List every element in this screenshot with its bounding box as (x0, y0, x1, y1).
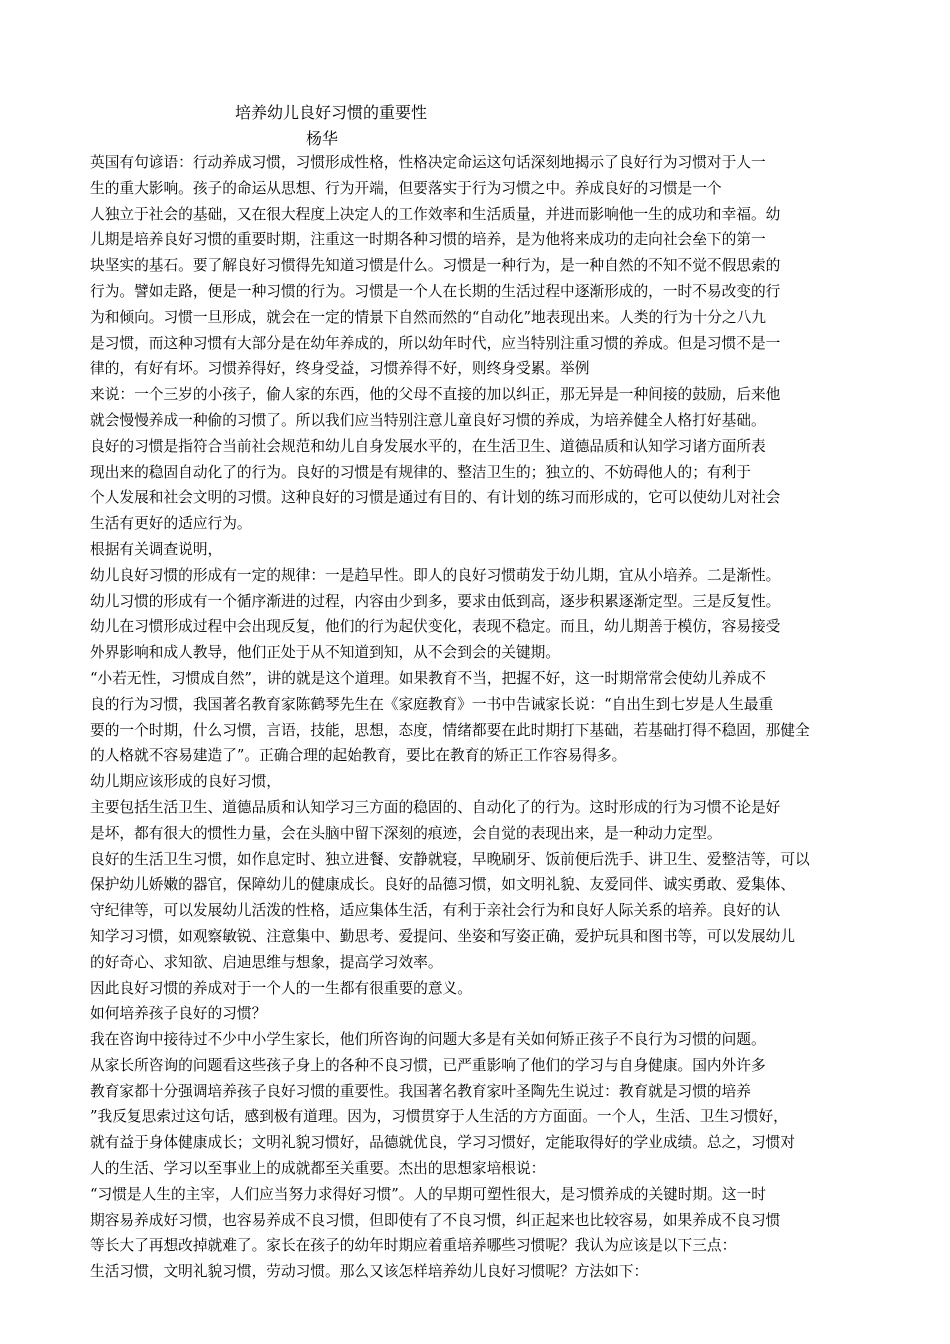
text-line: “小若无性，习惯成自然”，讲的就是这个道理。如果教育不当，把握不好，这一时期常常会使幼儿养成不 (90, 669, 766, 687)
text-line: 教育家都十分强调培养孩子良好习惯的重要性。我国著名教育家叶圣陶先生说过：教育就是习惯的培养 (90, 1082, 751, 1100)
text-line: 现出来的稳固自动化了的行为。良好的习惯是有规律的、整洁卫生的；独立的、不妨碍他人的；有利于 (90, 463, 751, 481)
text-line: 就会慢慢养成一种偷的习惯了。所以我们应当特别注意儿童良好习惯的养成，为培养健全人格打好基础。 (90, 411, 766, 429)
text-line: 儿期是培养良好习惯的重要时期，注重这一时期各种习惯的培养，是为他将来成功的走向社会垒下的第一 (90, 231, 766, 249)
text-line: “习惯是人生的主宰，人们应当努力求得好习惯”。人的早期可塑性很大，是习惯养成的关键时期。这一时 (90, 1185, 766, 1203)
text-line: 的人格就不容易建造了”。正确合理的起始教育，要比在教育的矫正工作容易得多。 (90, 747, 627, 765)
text-line: 期容易养成好习惯，也容易养成不良习惯，但即使有了不良习惯，纠正起来也比较容易，如果养成不良习惯 (90, 1211, 781, 1229)
text-line: 等长大了再想改掉就难了。家长在孩子的幼年时期应着重培养哪些习惯呢？我认为应该是以下三点： (90, 1237, 737, 1255)
document-body (90, 150, 870, 1285)
text-line: 保护幼儿娇嫩的器官，保障幼儿的健康成长。良好的品德习惯，如文明礼貌、友爱同伴、诚实勇敢、爱集体、 (90, 876, 796, 894)
text-line: 律的，有好有坏。习惯养得好，终身受益，习惯养得不好，则终身受累。举例 (90, 360, 590, 378)
text-line: 我在咨询中接待过不少中小学生家长，他们所咨询的问题大多是有关如何矫正孩子不良行为习惯的问题。 (90, 1031, 766, 1049)
text-line: 从家长所咨询的问题看这些孩子身上的各种不良习惯，已严重影响了他们的学习与自身健康。国内外许多 (90, 1056, 766, 1074)
text-line: 个人发展和社会文明的习惯。这种良好的习惯是通过有目的、有计划的练习而形成的，它可以使幼儿对社会 (90, 489, 781, 507)
text-line: 生的重大影响。孩子的命运从思想、行为开端，但要落实于行为习惯之中。养成良好的习惯是一个 (90, 179, 722, 197)
text-line: 是坏，都有很大的惯性力量，会在头脑中留下深刻的痕迹，会自觉的表现出来，是一种动力定型。 (90, 824, 722, 842)
text-line: 来说：一个三岁的小孩子，偷人家的东西，他的父母不直接的加以纠正，那无异是一种间接的鼓励，后来他 (90, 386, 781, 404)
text-line: 知学习习惯，如观察敏锐、注意集中、勤思考、爱提问、坐姿和写姿正确，爱护玩具和图书等，可以发展幼儿 (90, 927, 796, 945)
text-line: 就有益于身体健康成长；文明礼貌习惯好，品德就优良，学习习惯好，定能取得好的学业成绩。总之，习惯对 (90, 1134, 796, 1152)
text-line: 英国有句谚语：行动养成习惯，习惯形成性格，性格决定命运这句话深刻地揭示了良好行为习惯对于人一 (90, 154, 766, 171)
text-line: 幼儿良好习惯的形成有一定的规律：一是趋早性。即人的良好习惯萌发于幼儿期，宜从小培养。二是渐性。 (90, 566, 781, 584)
text-line: 人独立于社会的基础，又在很大程度上决定人的工作效率和生活质量，并进而影响他一生的成功和幸福。幼 (90, 205, 781, 223)
text-line: 守纪律等，可以发展幼儿活泼的性格，适应集体生活，有利于亲社会行为和良好人际关系的培养。良好的认 (90, 902, 781, 920)
text-line: 要的一个时期，什么习惯，言语，技能，思想，态度，情绪都要在此时期打下基础，若基础打得不稳固，那健全 (90, 721, 810, 739)
text-line: 如何培养孩子良好的习惯？ (90, 1005, 267, 1023)
text-line: 幼儿习惯的形成有一个循序渐进的过程，内容由少到多，要求由低到高，逐步积累逐渐定型。三是反复性。 (90, 592, 781, 610)
text-line: 是习惯，而这种习惯有大部分是在幼年养成的，所以幼年时代，应当特别注重习惯的养成。但是习惯不是一 (90, 334, 781, 352)
document-author: 杨华 (306, 129, 339, 148)
text-line: 外界影响和成人教导，他们正处于从不知道到知，从不会到会的关键期。 (90, 644, 561, 662)
text-line: 主要包括生活卫生、道德品质和认知学习三方面的稳固的、自动化了的行为。这时形成的行为习惯不论是好 (90, 798, 781, 816)
text-line: 的好奇心、求知欲、启迪思维与想象，提高学习效率。 (90, 953, 443, 971)
text-line: 幼儿在习惯形成过程中会出现反复，他们的行为起伏变化，表现不稳定。而且，幼儿期善于模仿，容易接受 (90, 618, 781, 636)
text-line: 良好的生活卫生习惯，如作息定时、独立进餐、安静就寝，早晚刷牙、饭前便后洗手、讲卫生、爱整洁等，可以 (90, 850, 810, 868)
text-line: 块坚实的基石。要了解良好习惯得先知道习惯是什么。习惯是一种行为，是一种自然的不知不觉不假思索的 (90, 257, 781, 275)
document-title: 培养幼儿良好习惯的重要性 (235, 103, 428, 122)
text-line: 良的行为习惯，我国著名教育家陈鹤琴先生在《家庭教育》一书中告诫家长说：“自出生到七岁是人生最重 (90, 695, 774, 713)
text-line: 生活有更好的适应行为。 (90, 515, 252, 533)
text-line: 根据有关调查说明， (90, 540, 223, 558)
text-line: 生活习惯，文明礼貌习惯，劳动习惯。那么又该怎样培养幼儿良好习惯呢？方法如下： (90, 1263, 649, 1281)
text-line: 因此良好习惯的养成对于一个人的一生都有很重要的意义。 (90, 979, 472, 997)
text-line: 人的生活、学习以至事业上的成就都至关重要。杰出的思想家培根说： (90, 1160, 546, 1178)
text-line: 为和倾向。习惯一旦形成，就会在一定的情景下自然而然的“自动化”地表现出来。人类的行为十分之八九 (90, 308, 766, 326)
text-line: 行为。譬如走路，便是一种习惯的行为。习惯是一个人在长期的生活过程中逐渐形成的，一时不易改变的行 (90, 282, 781, 300)
text-line: 良好的习惯是指符合当前社会规范和幼儿自身发展水平的，在生活卫生、道德品质和认知学习诸方面所表 (90, 437, 766, 455)
text-line: 幼儿期应该形成的良好习惯， (90, 773, 281, 791)
text-line: ”我反复思索过这句话，感到极有道理。因为，习惯贯穿于人生活的方方面面。一个人，生活、卫生习惯好， (90, 1108, 788, 1126)
